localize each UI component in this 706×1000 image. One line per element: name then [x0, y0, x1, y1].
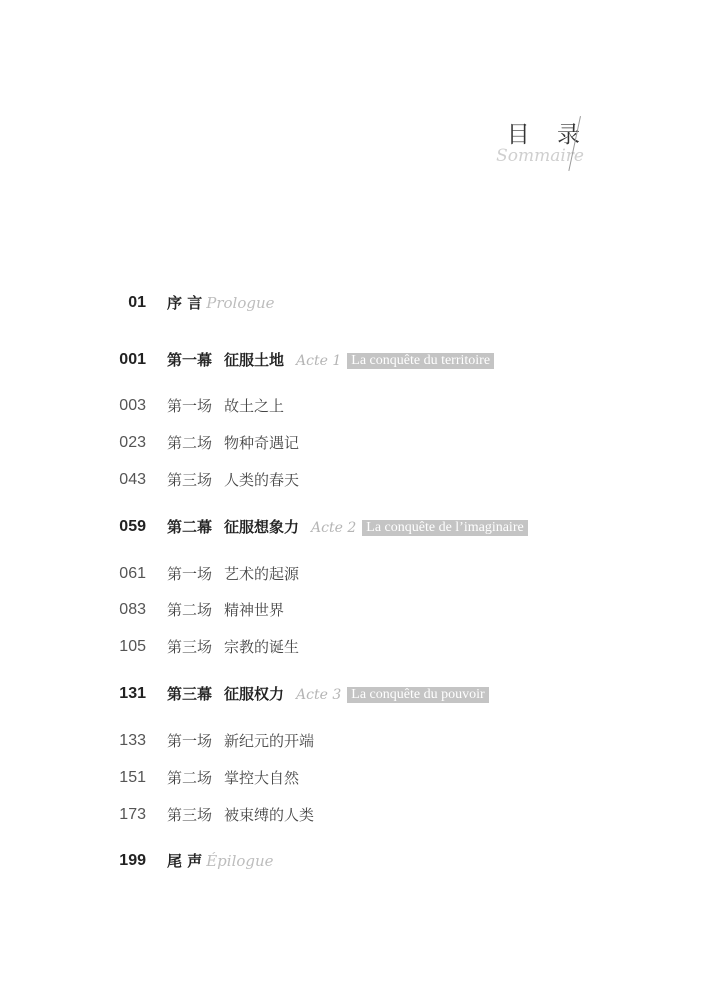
scene-title: 艺术的起源	[224, 565, 300, 583]
page-number: 001	[119, 351, 146, 368]
page-number: 01	[128, 294, 146, 311]
scene-title: 物种奇遇记	[224, 434, 300, 452]
acte-number: Acte 1	[296, 353, 342, 369]
act-label: 第三幕	[167, 685, 213, 703]
act-french-title: La conquête du territoire	[347, 353, 494, 369]
act-title: 征服土地	[224, 351, 285, 369]
scene-label: 第一场	[167, 732, 213, 750]
page-number: 173	[119, 806, 146, 823]
act-french-title: La conquête du pouvoir	[347, 687, 488, 703]
acte-number: Acte 2	[311, 520, 357, 536]
page-number: 083	[119, 601, 146, 618]
scene-title: 精神世界	[224, 601, 285, 619]
scene-label: 第三场	[167, 638, 213, 656]
act-label: 第一幕	[167, 351, 213, 369]
scene-label: 第二场	[167, 769, 213, 787]
scene-label: 第三场	[167, 471, 213, 489]
scene-label: 第一场	[167, 397, 213, 415]
page-subtitle: Sommaire	[496, 146, 584, 166]
toc-header	[470, 110, 610, 180]
entry-label: 尾 声	[167, 852, 203, 870]
scene-title: 宗教的诞生	[224, 638, 300, 656]
page-number: 043	[119, 471, 146, 488]
acte-number: Acte 3	[296, 687, 342, 703]
entry-french-script: Prologue	[206, 294, 275, 312]
entry-label: 序 言	[167, 294, 203, 312]
scene-title: 故土之上	[224, 397, 285, 415]
act-title: 征服权力	[224, 685, 285, 703]
act-french-title: La conquête de l’imaginaire	[362, 520, 527, 536]
act-label: 第二幕	[167, 518, 213, 536]
scene-label: 第三场	[167, 806, 213, 824]
page-number: 151	[119, 769, 146, 786]
page-number: 059	[119, 518, 146, 535]
page-number: 133	[119, 732, 146, 749]
page-number: 131	[119, 685, 146, 702]
scene-label: 第一场	[167, 565, 213, 583]
page-number: 003	[119, 397, 146, 414]
page-number: 105	[119, 638, 146, 655]
page-number: 199	[119, 852, 146, 869]
scene-title: 被束缚的人类	[224, 806, 315, 824]
page-number: 061	[119, 565, 146, 582]
entry-french-script: Épilogue	[206, 852, 274, 870]
page-title: 目 录	[506, 122, 590, 148]
act-title: 征服想象力	[224, 518, 300, 536]
scene-label: 第二场	[167, 434, 213, 452]
scene-label: 第二场	[167, 601, 213, 619]
scene-title: 人类的春天	[224, 471, 300, 489]
scene-title: 新纪元的开端	[224, 732, 315, 750]
page-number: 023	[119, 434, 146, 451]
scene-title: 掌控大自然	[224, 769, 300, 787]
